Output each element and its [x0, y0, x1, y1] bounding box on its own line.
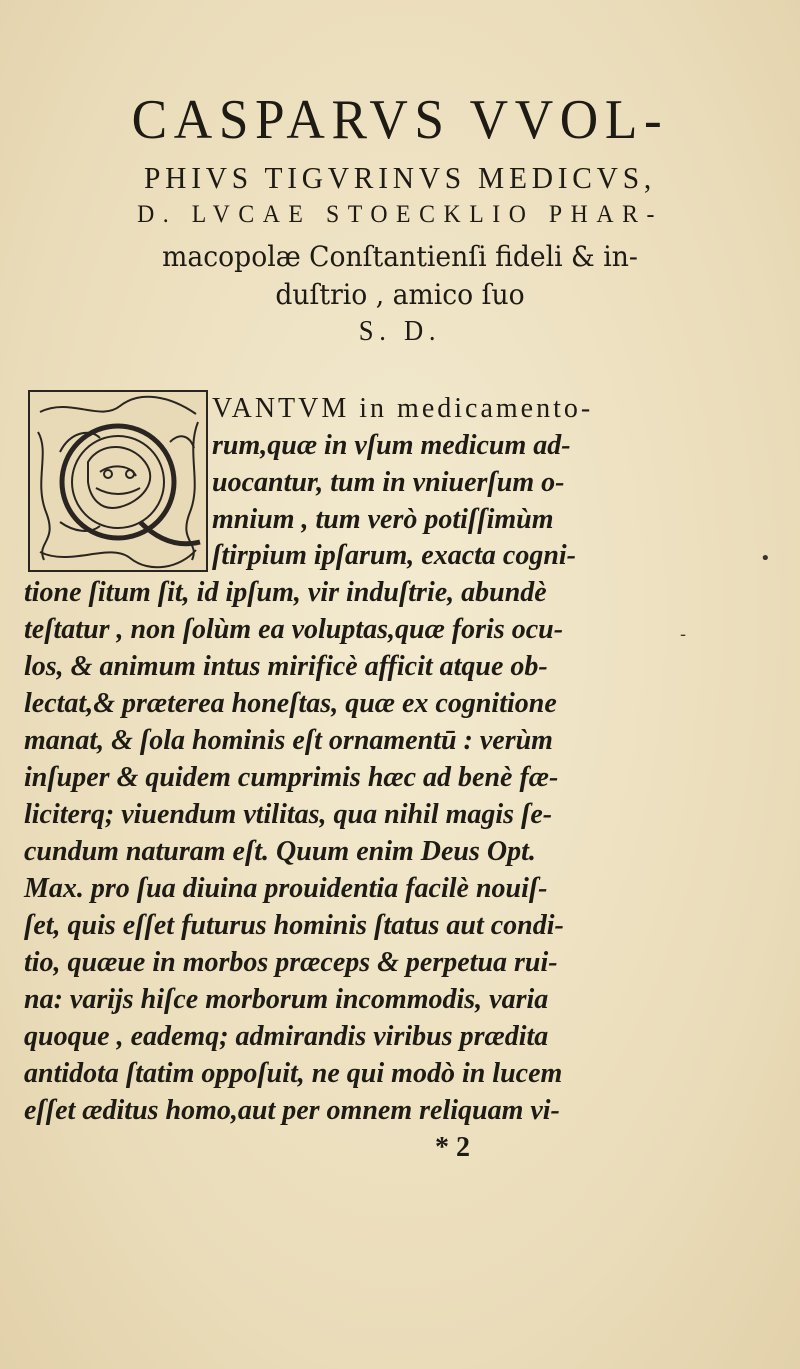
heading-recipient-line: D. LVCAE STOECKLIO PHAR-: [137, 201, 663, 228]
ornamental-initial-q-icon: [28, 390, 208, 572]
text-line-9: lectat,& præterea honeſtas, quæ ex cognitione: [24, 688, 557, 719]
heading-origin-line: PHIVS TIGVRINVS MEDICVS,: [144, 160, 656, 195]
text-line-2: rum,quæ in vſum medicum ad-: [212, 430, 571, 461]
margin-dot: •: [760, 548, 771, 569]
heading-greeting: S. D.: [358, 316, 442, 347]
text-line-14: Max. pro ſua diuina prouidentia facilè nouiſ-: [24, 873, 548, 904]
signature-mark: * 2: [435, 1132, 470, 1163]
heading-recipient-desc-line: macopolæ Conſtantienſi fideli & in-: [162, 240, 638, 273]
text-line-11: inſuper & quidem cumprimis hæc ad benè fæ-: [24, 762, 559, 793]
text-line-19: antidota ſtatim oppoſuit, ne qui modò in lucem: [24, 1058, 563, 1089]
heading-author-line: CASPARVS VVOL-: [131, 89, 669, 151]
text-line-16: tio, quæue in morbos præceps & perpetua rui-: [24, 947, 558, 978]
heading-friend-line: duſtrio , amico ſuo: [275, 278, 525, 311]
text-line-6: tione ſitum ſit, id ipſum, vir induſtrie, abundè: [24, 577, 547, 608]
text-line-17: na: varijs hiſce morborum incommodis, varia: [24, 984, 549, 1015]
text-line-12: liciterq; viuendum vtilitas, qua nihil magis ſe-: [24, 799, 553, 830]
text-line-20: eſſet æditus homo,aut per omnem reliquam vi-: [24, 1095, 560, 1126]
text-line-1: VANTVM in medicamento-: [212, 393, 594, 424]
text-line-3: uocantur, tum in vniuerſum o-: [212, 467, 565, 498]
text-line-8: los, & animum intus mirificè afficit atque ob-: [24, 651, 548, 682]
text-line-10: manat, & ſola hominis eſt ornamentū : verùm: [24, 725, 553, 756]
margin-dash: -: [680, 624, 687, 645]
text-line-7: teſtatur , non ſolùm ea voluptas,quæ foris ocu-: [24, 614, 564, 645]
text-line-18: quoque , eademq; admirandis viribus prædita: [24, 1021, 549, 1052]
text-line-4: mnium , tum verò potiſſimùm: [212, 504, 554, 535]
text-line-5: ſtirpium ipſarum, exacta cogni-: [212, 540, 576, 571]
text-line-15: ſet, quis eſſet futurus hominis ſtatus aut condi-: [24, 910, 564, 941]
text-line-13: cundum naturam eſt. Quum enim Deus Opt.: [24, 836, 536, 867]
